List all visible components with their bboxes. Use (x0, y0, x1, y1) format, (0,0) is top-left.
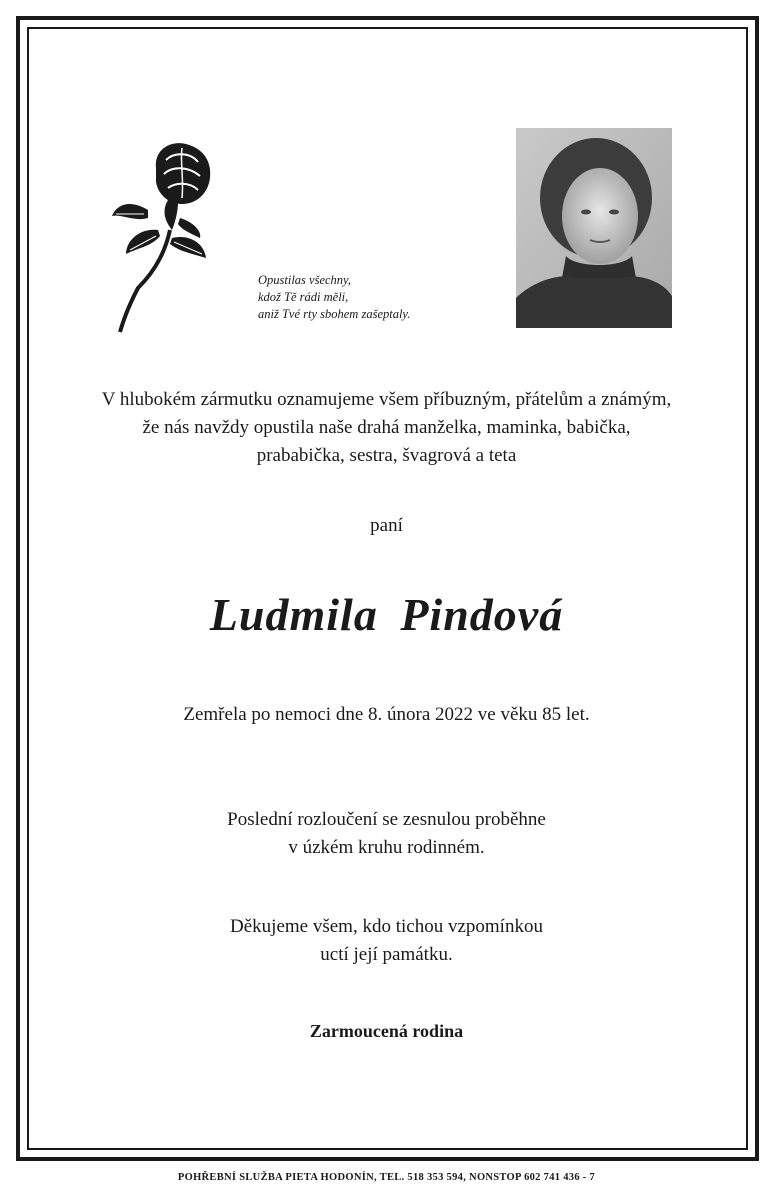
verse-line: aniž Tvé rty sbohem zašeptaly. (258, 307, 411, 321)
announcement-line: V hlubokém zármutku oznamujeme všem příbuzným, přátelům a známým, (101, 389, 672, 410)
funeral-service-footer: POHŘEBNÍ SLUŽBA PIETA HODONÍN, TEL. 518 353 594, NONSTOP 602 741 436 - 7 (177, 1172, 596, 1183)
thanks-line: uctí její památku. (320, 944, 453, 965)
farewell-line: v úzkém kruhu rodinném. (288, 837, 485, 858)
signature: Zarmoucená rodina (309, 1021, 464, 1041)
announcement-line: že nás navždy opustila naše drahá manželka, maminka, babička, (142, 417, 631, 438)
farewell-notice (30, 806, 743, 862)
death-notice: Zemřela po nemoci dne 8. února 2022 ve věku 85 let. (183, 704, 590, 725)
verse-line: kdož Tě rádi měli, (258, 290, 349, 304)
announcement-line: prababička, sestra, švagrová a teta (256, 445, 517, 466)
portrait-photo (516, 128, 672, 328)
memorial-verse (258, 272, 410, 323)
verse-line: Opustilas všechny, (258, 273, 352, 287)
rose-icon (108, 138, 223, 333)
honorific: paní (370, 515, 403, 536)
farewell-line: Poslední rozloučení se zesnulou proběhne (227, 809, 546, 830)
thanks-notice (30, 913, 743, 969)
announcement-text (30, 386, 743, 470)
deceased-name: Ludmila Pindová (209, 589, 564, 640)
thanks-line: Děkujeme všem, kdo tichou vzpomínkou (230, 916, 543, 937)
